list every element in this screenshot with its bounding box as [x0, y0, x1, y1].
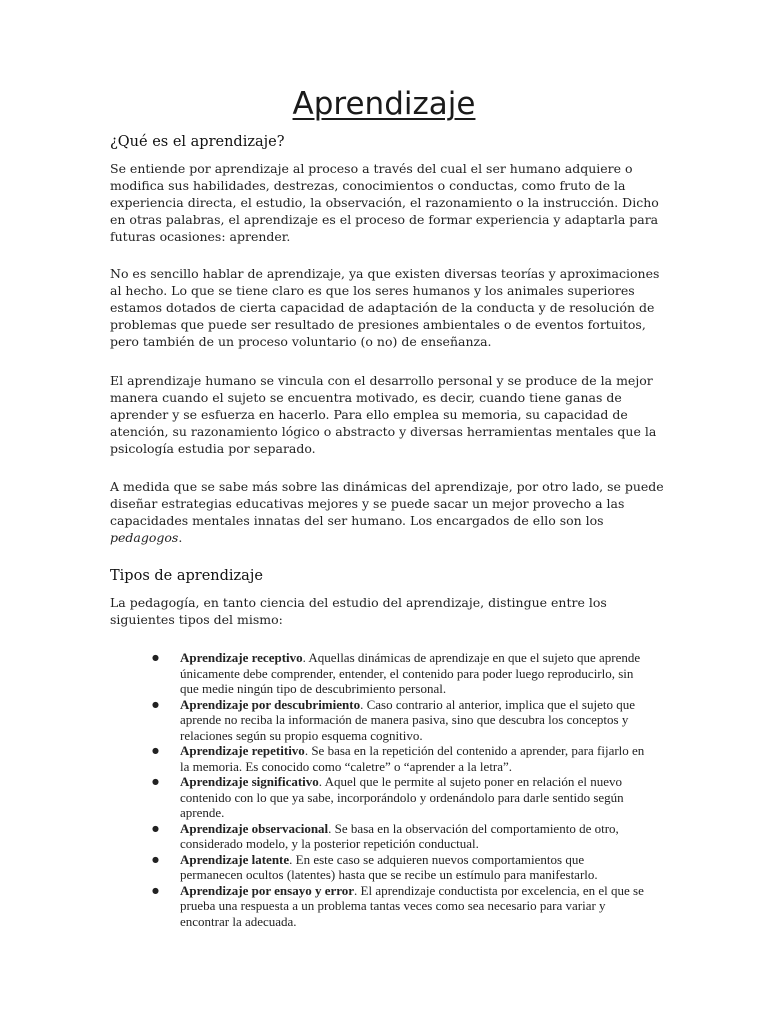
- list-item: [150, 697, 650, 744]
- list-item: [150, 650, 650, 697]
- paragraph-1: Se entiende por aprendizaje al proceso a través del cual el ser humano adquiere o modifica sus habilidades, destrezas, conocimientos o conductas, como fruto de la experiencia directa, el estudio, la observación, el razonamiento o la instrucción. Dicho en otras palabras, el aprendizaje es el proceso de formar experiencia y adaptarla para futuras ocasiones: aprender.: [110, 161, 659, 244]
- list-item-desc: . Aquellas dinámicas de aprendizaje en que el sujeto que aprende únicamente debe comprender, entender, el contenido para poder luego reproducirlo, sin que medie ningún tipo de descubrimiento personal.: [180, 650, 641, 696]
- paragraph-3: El aprendizaje humano se vincula con el desarrollo personal y se produce de la mejor manera cuando el sujeto se encuentra motivado, es decir, cuando tiene ganas de aprender y se esfuerza en hacerlo. Para ello emplea su memoria, su capacidad de atención, su razonamiento lógico o abstracto y diversas herramientas mentales que la psicología estudia por separado.: [110, 373, 657, 456]
- list-item-desc: . Aquel que le permite al sujeto poner en relación el nuevo contenido con lo que ya sabe, incorporándolo y ordenándolo para darle sentido según aprende.: [180, 774, 624, 820]
- list-item-desc: . Se basa en la observación del comportamiento de otro, considerado modelo, y la posterior repetición conductual.: [180, 820, 619, 851]
- types-list: [150, 650, 650, 929]
- list-item-desc: . En este caso se adquieren nuevos comportamientos que permanecen ocultos (latentes) hasta que se recibe un estímulo para manifestarlo.: [180, 851, 598, 882]
- paragraph-4-end: .: [178, 530, 183, 545]
- list-item-term: Aprendizaje repetitivo: [180, 743, 305, 758]
- paragraph-4-text: A medida que se sabe más sobre las dinámicas del aprendizaje, por otro lado, se puede diseñar estrategias educativas mejores y se puede sacar un mejor provecho a las capacidades mentales innatas del ser humano. Los encargados de ello son los: [110, 479, 664, 528]
- list-item: [150, 743, 650, 774]
- list-item-term: Aprendizaje por ensayo y error: [180, 882, 355, 898]
- list-item-desc: . Caso contrario al anterior, implica que el sujeto que aprende no reciba la información de manera pasiva, sino que descubra los conceptos y relaciones según su propio esquema cognitivo.: [180, 696, 635, 743]
- list-item-term: Aprendizaje por descubrimiento: [180, 696, 361, 712]
- section-heading-types: Tipos de aprendizaje: [110, 568, 263, 584]
- pedagogos-link[interactable]: pedagogos: [110, 530, 179, 545]
- paragraph-2: No es sencillo hablar de aprendizaje, ya que existen diversas teorías y aproximaciones al hecho. Lo que se tiene claro es que los seres humanos y los animales superiores estamos dotados de cierta capacidad de adaptación de la conducta y de resolución de problemas que puede ser resultado de presiones ambientales o de eventos fortuitos, pero también de un proceso voluntario (o no) de enseñanza.: [110, 266, 660, 349]
- paragraph-4: [110, 478, 665, 546]
- list-item: [150, 852, 650, 883]
- list-item: [150, 883, 650, 930]
- list-item: [150, 821, 650, 852]
- document-title: Aprendizaje: [292, 86, 476, 122]
- list-item-desc: . Se basa en la repetición del contenido a aprender, para fijarlo en la memoria. Es conocido como “caletre” o “aprender a la letra”.: [180, 743, 645, 774]
- list-item-term: Aprendizaje latente: [180, 851, 290, 867]
- section-heading-what-is: ¿Qué es el aprendizaje?: [110, 134, 285, 150]
- types-intro: La pedagogía, en tanto ciencia del estudio del aprendizaje, distingue entre los siguientes tipos del mismo:: [110, 595, 607, 627]
- list-item-desc: . El aprendizaje conductista por excelencia, en el que se prueba una respuesta a un problema tantas veces como sea necesario para variar y encontrar la adecuada.: [180, 882, 644, 929]
- list-item-term: Aprendizaje significativo: [180, 774, 319, 789]
- list-item-term: Aprendizaje receptivo: [180, 650, 303, 665]
- list-item-term: Aprendizaje observacional: [180, 820, 329, 836]
- list-item: [150, 774, 650, 821]
